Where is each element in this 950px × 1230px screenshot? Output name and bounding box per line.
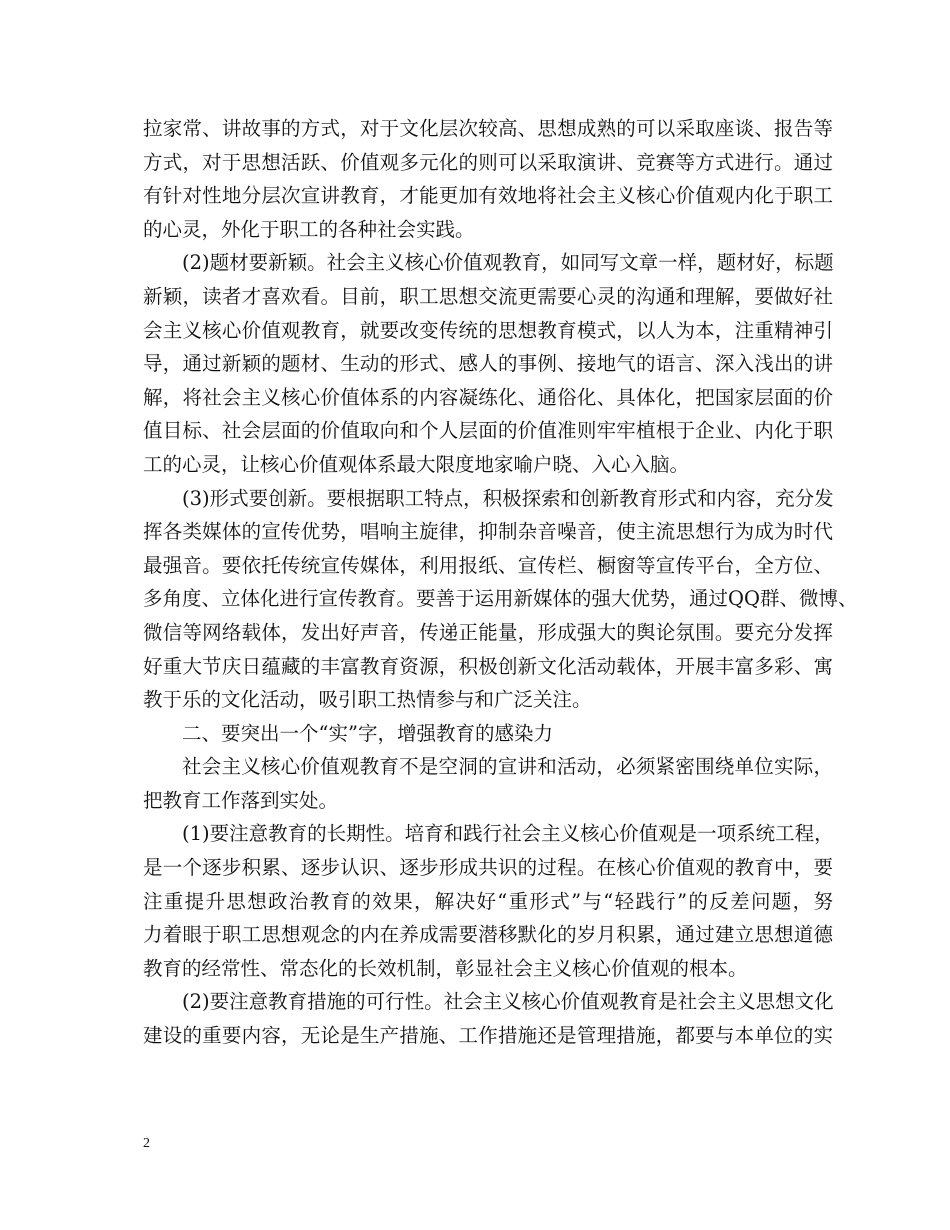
text-line: 拉家常、讲故事的方式，对于文化层次较高、思想成熟的可以采取座谈、报告等 — [143, 117, 833, 140]
text-line: 有针对性地分层次宣讲教育，才能更加有效地将社会主义核心价值观内化于职工 — [143, 184, 833, 208]
text-line: (2)要注意教育措施的可行性。社会主义核心价值观教育是社会主义思想文化 — [182, 990, 834, 1014]
document-body — [143, 112, 858, 1053]
text-line: 最强音。要依托传统宣传媒体，利用报纸、宣传栏、橱窗等宣传平台，全方位、 — [143, 553, 833, 577]
text-line: 新颖，读者才喜欢看。目前，职工思想交流更需要心灵的沟通和理解，要做好社 — [143, 284, 833, 308]
text-line: 把教育工作落到实处。 — [143, 788, 339, 812]
page-number: 2 — [143, 1136, 150, 1151]
text-line: 教育的经常性、常态化的长效机制，彰显社会主义核心价值观的根本。 — [143, 956, 748, 980]
text-line: 注重提升思想政治教育的效果，解决好“重形式”与“轻践行”的反差问题，努 — [143, 889, 833, 913]
text-line: 是一个逐步积累、逐步认识、逐步形成共识的过程。在核心价值观的教育中，要 — [143, 856, 833, 880]
text-line: (3)形式要创新。要根据职工特点，积极探索和创新教育形式和内容，充分发 — [182, 486, 834, 510]
text-line: 的心灵，外化于职工的各种社会实践。 — [143, 217, 475, 241]
text-line: 多角度、立体化进行宣传教育。要善于运用新媒体的强大优势，通过QQ群、微博、 — [143, 587, 858, 611]
text-line: 建设的重要内容，无论是生产措施、工作措施还是管理措施，都要与本单位的实 — [143, 1024, 833, 1048]
text-line: 微信等网络载体，发出好声音，传递正能量，形成强大的舆论氛围。要充分发挥 — [143, 620, 833, 644]
text-line: 值目标、社会层面的价值取向和个人层面的价值准则牢牢植根于企业、内化于职 — [143, 419, 833, 443]
text-line: 二、要突出一个“实”字，增强教育的感染力 — [182, 721, 553, 745]
text-line: 挥各类媒体的宣传优势，唱响主旋律，抑制杂音噪音，使主流思想行为成为时代 — [143, 520, 833, 544]
text-line: 力着眼于职工思想观念的内在养成需要潜移默化的岁月积累，通过建立思想道德 — [143, 923, 833, 947]
text-line: 会主义核心价值观教育，就要改变传统的思想教育模式，以人为本，注重精神引 — [143, 318, 833, 342]
text-line: (2)题材要新颖。社会主义核心价值观教育，如同写文章一样，题材好，标题 — [182, 251, 834, 275]
text-line: 解，将社会主义核心价值体系的内容凝练化、通俗化、具体化，把国家层面的价 — [143, 385, 833, 409]
text-line: 方式，对于思想活跃、价值观多元化的则可以采取演讲、竞赛等方式进行。通过 — [143, 150, 833, 174]
text-line: (1)要注意教育的长期性。培育和践行社会主义核心价值观是一项系统工程， — [182, 822, 834, 846]
text-line: 社会主义核心价值观教育不是空洞的宣讲和活动，必须紧密围绕单位实际， — [182, 755, 833, 779]
text-line: 导，通过新颖的题材、生动的形式、感人的事例、接地气的语言、深入浅出的讲 — [143, 352, 833, 376]
text-line: 教于乐的文化活动，吸引职工热情参与和广泛关注。 — [143, 688, 592, 712]
text-line: 工的心灵，让核心价值观体系最大限度地家喻户晓、入心入脑。 — [143, 452, 690, 476]
text-line: 好重大节庆日蕴藏的丰富教育资源，积极创新文化活动载体，开展丰富多彩、寓 — [143, 654, 833, 678]
